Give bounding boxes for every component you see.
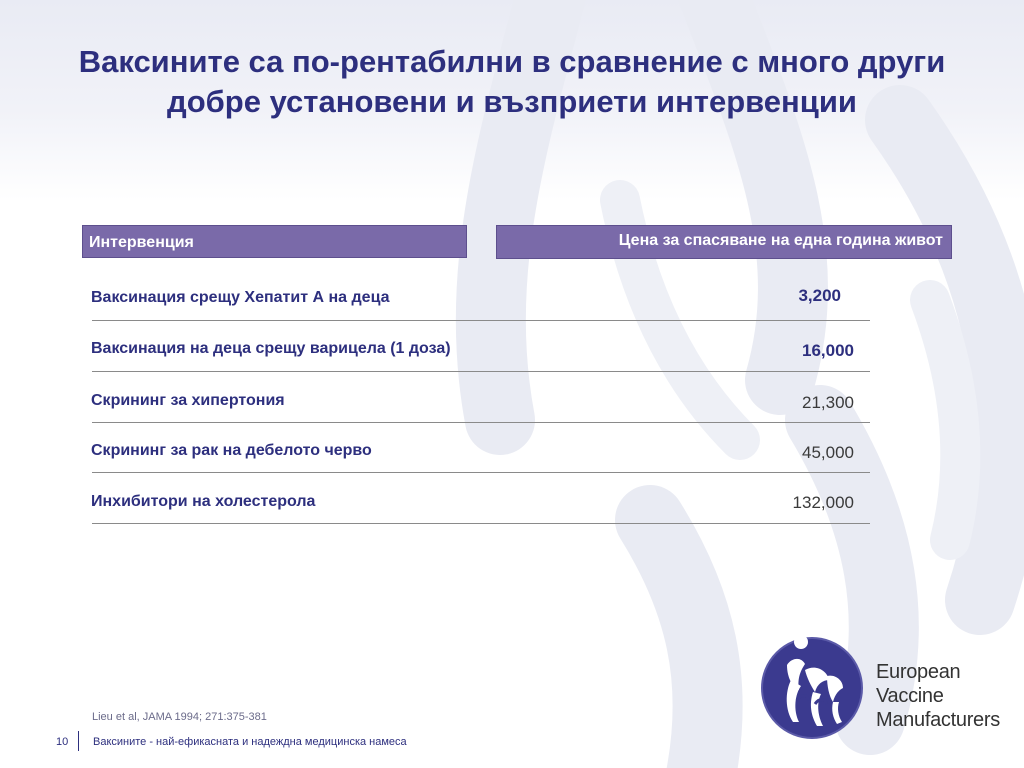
table-row-value: 16,000	[802, 341, 854, 360]
footer-divider	[78, 731, 79, 751]
table-row-label: Инхибитори на холестерола	[91, 493, 316, 510]
row-divider	[92, 472, 870, 473]
logo-line-manufacturers: Manufacturers	[876, 709, 1000, 731]
table-row-value: 132,000	[792, 493, 854, 512]
table-row-label: Скрининг за хипертония	[91, 392, 285, 409]
table-row-value: 3,200	[798, 286, 841, 305]
table-row-label: Ваксинация срещу Хепатит А на деца	[91, 289, 390, 306]
table-row-label: Скрининг за рак на дебелото черво	[91, 442, 372, 459]
table-row-value: 45,000	[802, 443, 854, 462]
logo-line-vaccine: Vaccine	[876, 685, 944, 707]
vaccine-manufacturers-logo-icon	[757, 630, 867, 740]
page-number: 10	[56, 736, 69, 748]
page-title: Ваксините са по-рентабилни в сравнение с много други добре установени и възприети интервенции	[78, 44, 946, 119]
table-header-intervention: Интервенция	[82, 225, 467, 258]
row-divider	[92, 320, 870, 321]
source-citation: Lieu et al, JAMA 1994; 271:375-381	[92, 711, 267, 723]
row-divider	[92, 371, 870, 372]
logo-wordmark	[876, 660, 1000, 732]
table-row-label: Ваксинация на деца срещу варицела (1 доза)	[91, 340, 451, 357]
table-header-cost: Цена за спасяване на една година живот	[496, 225, 952, 259]
table-row-value: 21,300	[802, 393, 854, 412]
row-divider	[92, 422, 870, 423]
logo-line-european: European	[876, 661, 961, 683]
row-divider	[92, 523, 870, 524]
footer-text: Ваксините - най-ефикасната и надеждна медицинска намеса	[93, 736, 407, 748]
